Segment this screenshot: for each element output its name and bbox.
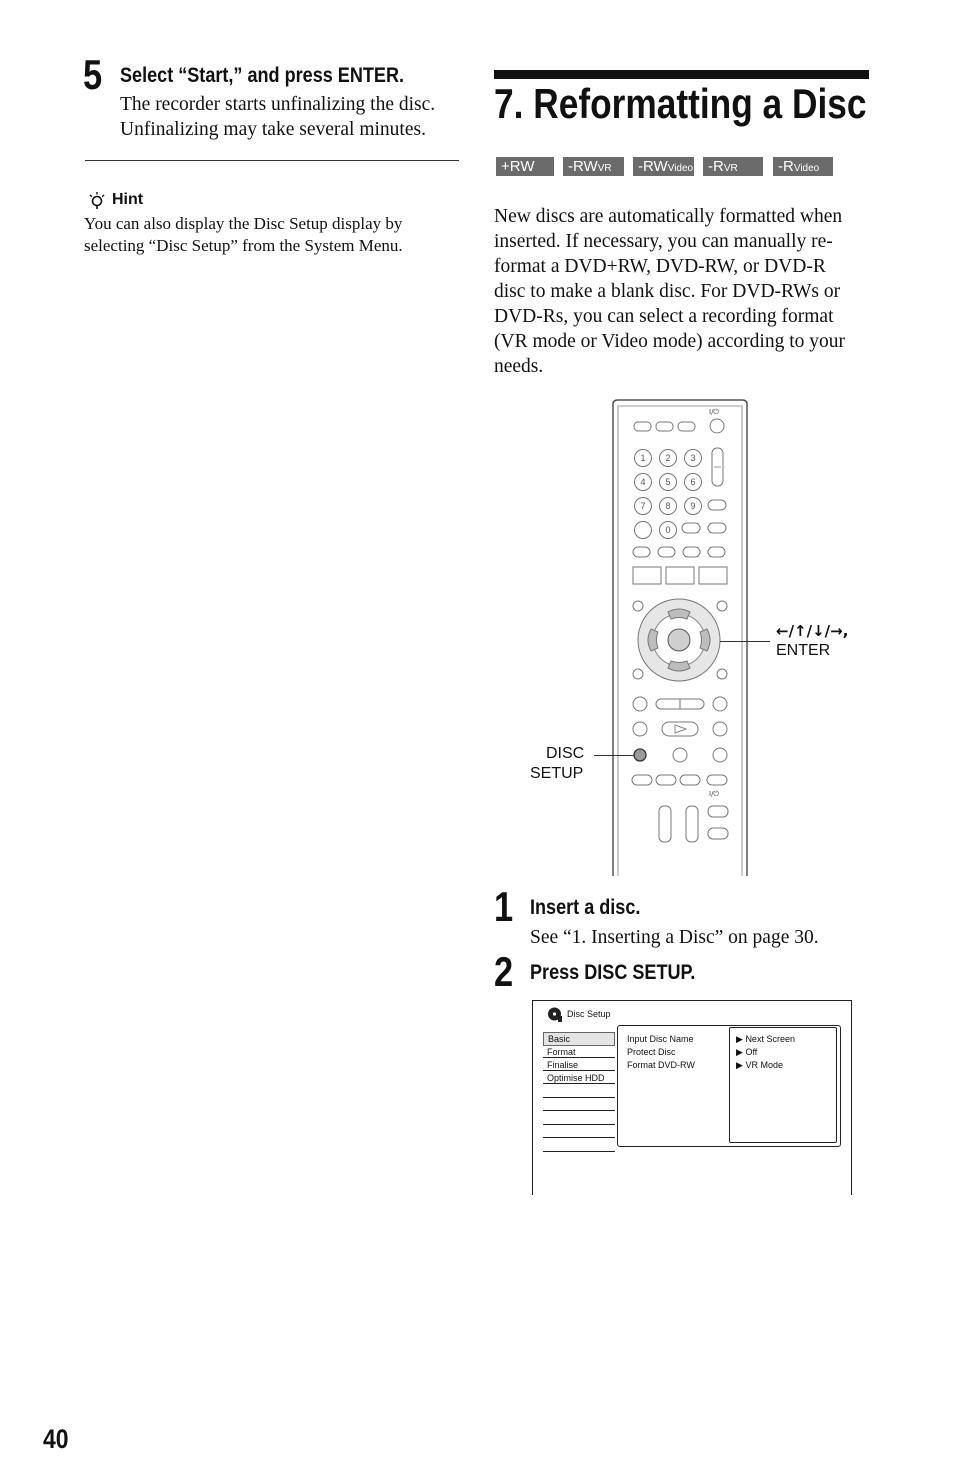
menu-item-empty [543,1086,615,1098]
text-line: needs. [494,356,544,377]
badge-main: -R [778,158,794,175]
num-key-8: 8 [659,497,677,515]
num-key-0: 0 [659,521,677,539]
menu-item-finalise[interactable]: Finalise [543,1059,615,1071]
num-key-4: 4 [634,473,652,491]
hint-text [84,213,464,257]
remote-control-illustration [610,398,750,876]
option-protect-disc[interactable]: Protect Disc [627,1047,676,1057]
text-line: The recorder starts unfinalizing the disc. [120,94,436,115]
option-input-disc-name[interactable]: Input Disc Name [627,1034,694,1044]
menu-item-empty [543,1099,615,1111]
value-label: Next Screen [745,1034,795,1044]
num-key-3: 3 [684,449,702,467]
value-vr-mode[interactable] [736,1059,783,1072]
screen-title: Disc Setup [567,1009,611,1019]
title-rule [494,70,869,79]
callout-enter: ENTER [776,642,831,659]
hint-label: Hint [112,191,144,208]
badge-sub: Video [793,163,820,174]
text-line: You can also display the Disc Setup display by [84,214,403,233]
callout-arrows: ←/↑/↓/→, [776,622,849,640]
menu-item-format[interactable]: Format [543,1046,615,1058]
num-key-7: 7 [634,497,652,515]
text-line: (VR mode or Video mode) according to your [494,331,846,352]
text-line: selecting “Disc Setup” from the System Menu. [84,236,403,255]
step-1-text: See “1. Inserting a Disc” on page 30. [530,927,819,948]
screen-values-panel [729,1027,837,1143]
remote-small-key [634,521,652,539]
divider [85,160,459,161]
num-key-5: 5 [659,473,677,491]
triangle-right-icon: ▶ [736,1034,743,1044]
step-1-heading: Insert a disc. [530,896,641,919]
page-title: 7. Reformatting a Disc [494,80,867,127]
text-line: New discs are automatically formatted when [494,206,843,227]
step-2-heading: Press DISC SETUP. [530,961,696,984]
badge-main: -RW [638,158,668,175]
badge-main: -RW [568,158,598,175]
remote-power-label: I/⏻ [709,408,719,416]
disc-badge-plus-rw [496,157,554,176]
step-5-text [120,92,465,142]
value-next-screen[interactable] [736,1033,795,1046]
num-key-2: 2 [659,449,677,467]
callout-disc: DISC [546,745,585,762]
screen-menu [533,1031,623,1171]
disc-badge-r-vr [703,157,763,176]
step-5-number: 5 [83,51,103,98]
remote-power-label: I/⏻ [709,790,719,798]
callout-line-enter [720,641,770,642]
value-off[interactable] [736,1046,757,1059]
badge-main: +RW [501,158,535,175]
text-line: format a DVD+RW, DVD-RW, or DVD-R [494,256,826,277]
text-line: Unfinalizing may take several minutes. [120,119,426,140]
value-label: VR Mode [745,1060,783,1070]
step-5-heading: Select “Start,” and press ENTER. [120,64,405,87]
lightbulb-icon [86,190,108,212]
option-format-dvd-rw[interactable]: Format DVD-RW [627,1060,695,1070]
menu-item-basic[interactable]: Basic [543,1032,615,1046]
screen-options-panel [617,1025,841,1147]
text-line: DVD-Rs, you can select a recording format [494,306,834,327]
text-line: disc to make a blank disc. For DVD-RWs or [494,281,841,302]
triangle-right-icon: ▶ [736,1047,743,1057]
callout-line-disc-setup [594,755,634,756]
step-2-number: 2 [494,948,514,995]
badge-sub: Video [667,163,694,174]
badge-sub: VR [597,163,612,174]
text-line: inserted. If necessary, you can manually re- [494,231,833,252]
menu-item-optimise-hdd[interactable]: Optimise HDD [543,1072,615,1084]
intro-paragraph [494,204,874,379]
disc-badge-rw-vr [563,157,624,176]
num-key-9: 9 [684,497,702,515]
callout-setup: SETUP [530,765,584,782]
badge-sub: VR [723,163,738,174]
menu-item-empty [543,1140,615,1152]
disc-badge-r-video [773,157,833,176]
value-label: Off [745,1047,758,1057]
num-key-6: 6 [684,473,702,491]
triangle-right-icon: ▶ [736,1060,743,1070]
disc-setup-screen [532,1000,852,1195]
menu-item-empty [543,1113,615,1125]
disc-setup-icon [547,1006,564,1023]
badge-main: -R [708,158,724,175]
step-1-number: 1 [494,883,514,930]
num-key-1: 1 [634,449,652,467]
page-number: 40 [43,1424,69,1454]
disc-badge-rw-video [633,157,694,176]
menu-item-empty [543,1126,615,1138]
